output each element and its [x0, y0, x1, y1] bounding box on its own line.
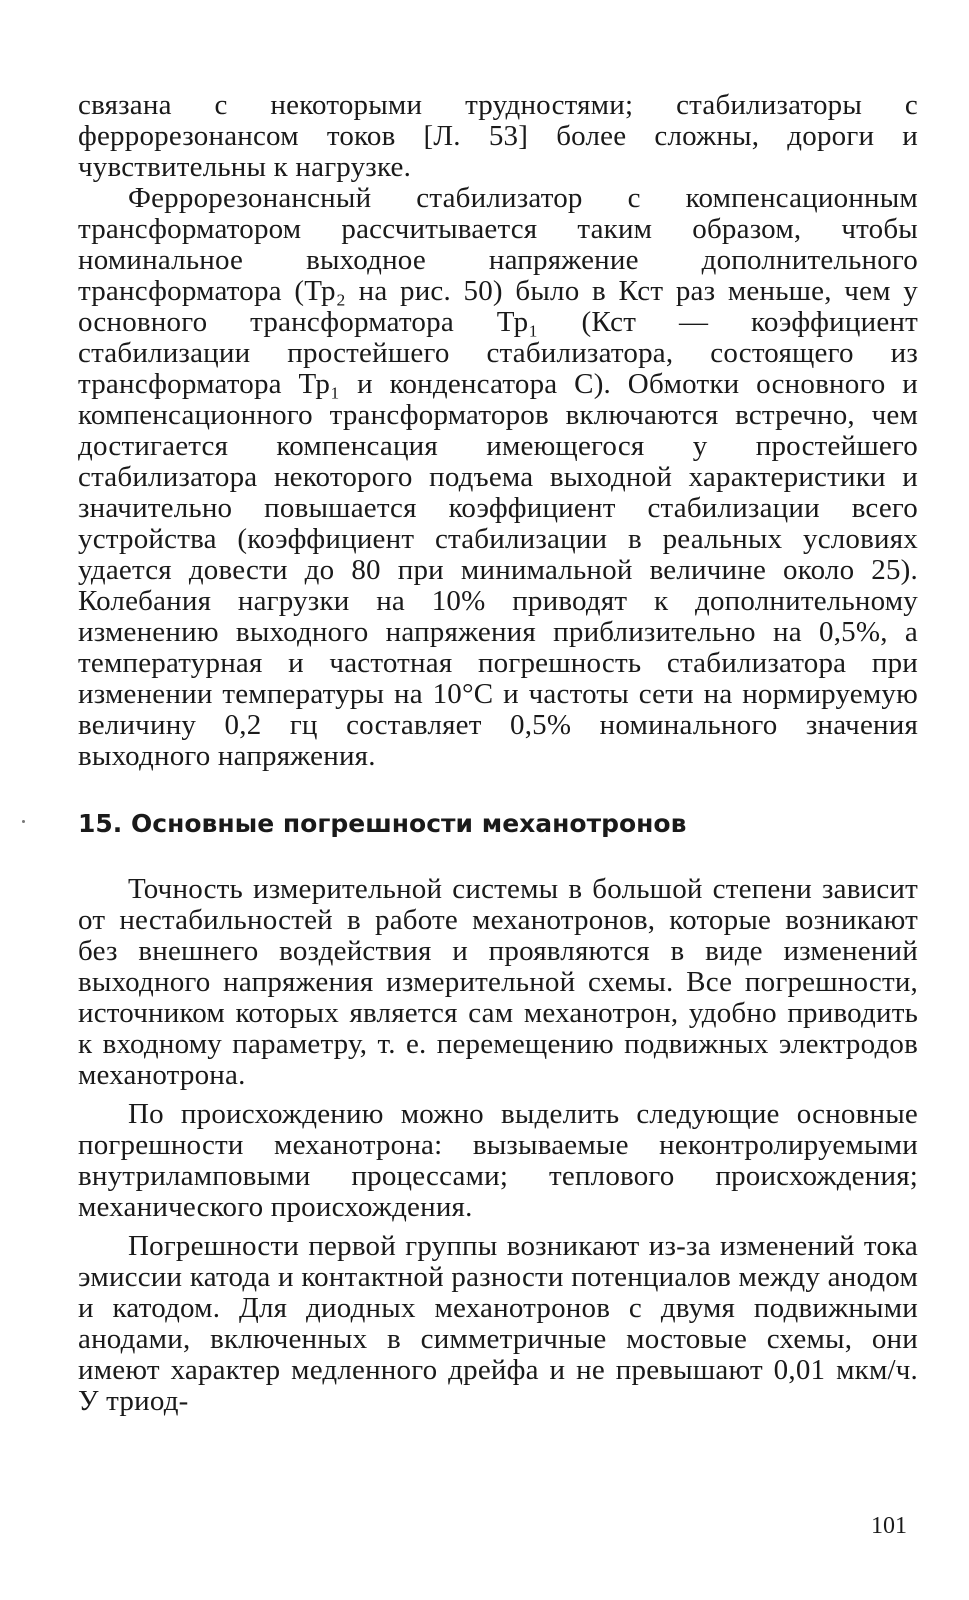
- paragraph-5: Погрешности первой группы возникают из-за изменений тока эмиссии катода и контактной разности потенциалов между анодом и катодом. Для диодных механотронов с двумя подвижными анодами, включенных в симметричные мостовые схемы, они имеют характер медленного дрейфа и не превышают 0,01 мкм/ч. У триод-: [78, 1230, 918, 1417]
- page-body: [78, 90, 918, 1417]
- paragraph-3: Точность измерительной системы в большой степени зависит от нестабильностей в работе механотронов, которые возникают без внешнего воздействия и проявляются в виде изменений выходного напряжения измерительной схемы. Все погрешности, источником которых является сам механотрон, удобно приводить к входному параметру, т. е. перемещению подвижных электродов механотрона.: [78, 873, 918, 1091]
- paragraph-2: Феррорезонансный стабилизатор с компенсационным трансформатором рассчитывается таким образом, чтобы номинальное выходное напряжение дополнительного трансформатора (Тр₂ на рис. 50) было в Кст раз меньше, чем у основного трансформатора Тр₁ (Кст — коэффициент стабилизации простейшего стабилизатора, состоящего из трансформатора Тр₁ и конденсатора С). Обмотки основного и компенсационного трансформаторов включаются встречно, чем достигается компенсация имеющегося у простейшего стабилизатора некоторого подъема выходной характеристики и значительно повышается коэффициент стабилизации всего устройства (коэффициент стабилизации в реальных условиях удается довести до 80 при минимальной величине около 25). Колебания нагрузки на 10% приводят к дополнительному изменению выходного напряжения приблизительно на 0,5%, а температурная и частотная погрешность стабилизатора при изменении температуры на 10°С и частоты сети на нормируемую величину 0,2 гц составляет 0,5% номинального значения выходного напряжения.: [78, 182, 918, 772]
- paragraph-1: связана с некоторыми трудностями; стабилизаторы с феррорезонансом токов [Л. 53] более сложны, дороги и чувствительны к нагрузке.: [78, 89, 918, 183]
- margin-speck: [22, 820, 25, 823]
- page-number: 101: [871, 1513, 907, 1539]
- section-heading: 15. Основные погрешности механотронов: [78, 809, 687, 838]
- paragraph-4: По происхождению можно выделить следующие основные погрешности механотрона: вызываемые неконтролируемыми внутриламповыми процессами; теплового происхождения; механического происхождения.: [78, 1098, 918, 1223]
